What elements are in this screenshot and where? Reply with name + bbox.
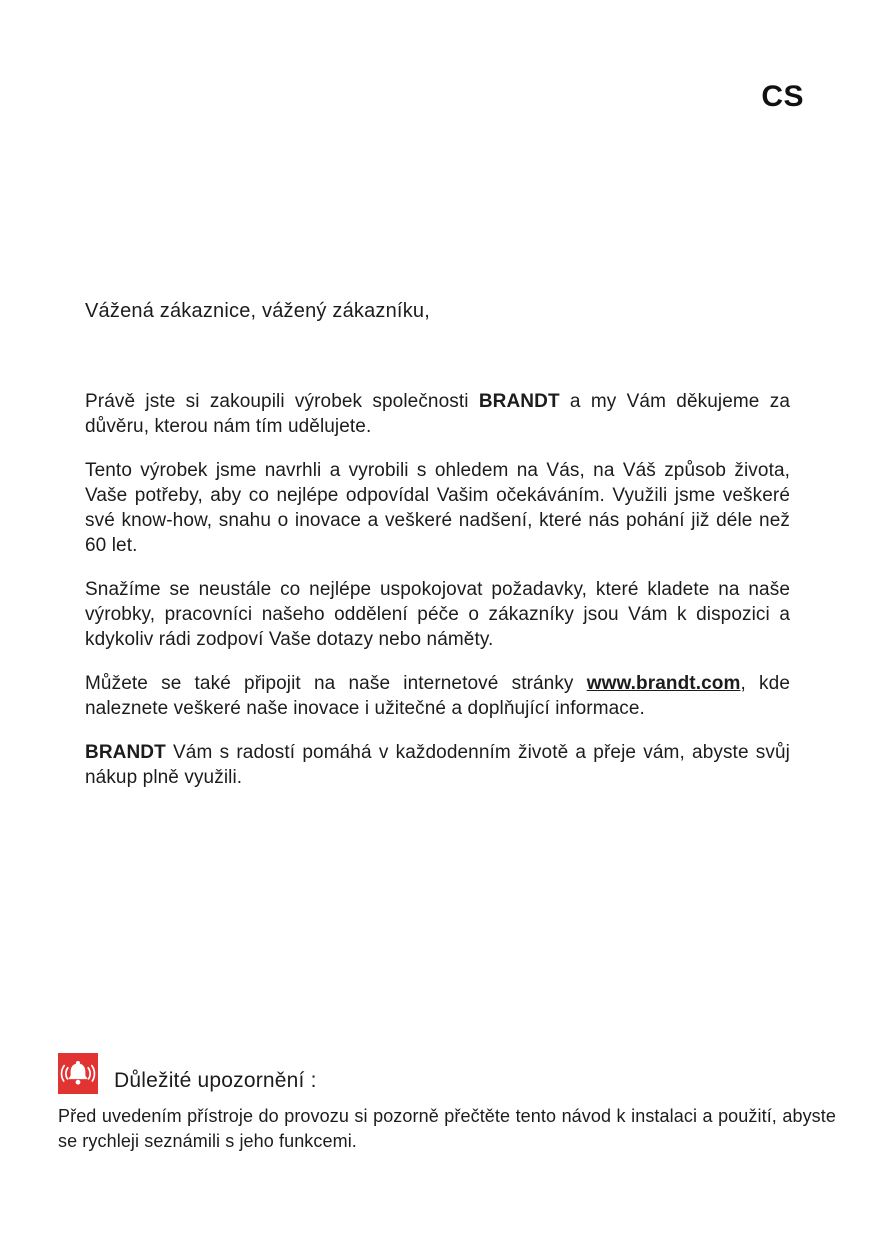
paragraph-text: Vám s radostí pomáhá v každodenním životě a přeje vám, abyste svůj nákup plně využili. [85,742,790,788]
letter-body [85,300,790,809]
alarm-bell-icon [58,1053,98,1094]
important-notice [58,1053,836,1154]
paragraph-text: a my Vám děkujeme za důvěru, kterou nám tím udělujete. [85,391,790,437]
brand-name: BRANDT [85,742,166,763]
paragraph-design [85,458,790,558]
brand-name: BRANDT [478,391,560,412]
paragraph-text: Tento výrobek jsme navrhli a vyrobili s ohledem na Vás, na Váš způsob života, Vaše potřeby, aby co nejlépe odpovídal Vašim očekáváním. Využili jsme veškeré své know-how, snahu o inovace a veškeré nadšení, které nás pohání již déle než 60 let. [85,460,790,556]
notice-text: Před uvedením přístroje do provozu si pozorně přečtěte tento návod k instalaci a použití, abyste se rychleji seznámili s jeho funkcemi. [58,1106,836,1151]
salutation: Vážená zákaznice, vážený zákazníku, [85,300,430,322]
paragraph-website [85,671,790,721]
paragraph-purchase [85,389,790,439]
paragraph-text: Právě jste si zakoupili výrobek společnosti [85,391,479,412]
paragraph-text: Snažíme se neustále co nejlépe uspokojovat požadavky, které kladete na naše výrobky, pracovníci našeho oddělení péče o zákazníky jsou Vám k dispozici a kdykoliv rádi zodpoví Vaše dotazy nebo náměty. [85,579,790,650]
paragraph-closing [85,740,790,790]
notice-header [58,1053,836,1094]
language-code-label: CS [761,80,804,113]
paragraph-customer-care [85,577,790,652]
notice-title: Důležité upozornění : [114,1069,317,1092]
paragraph-text: , kde naleznete veškeré naše inovace i užitečné a doplňující informace. [85,673,790,719]
website-link[interactable]: www.brandt.com [586,673,741,694]
paragraph-text: Můžete se také připojit na naše internetové stránky [85,673,587,694]
